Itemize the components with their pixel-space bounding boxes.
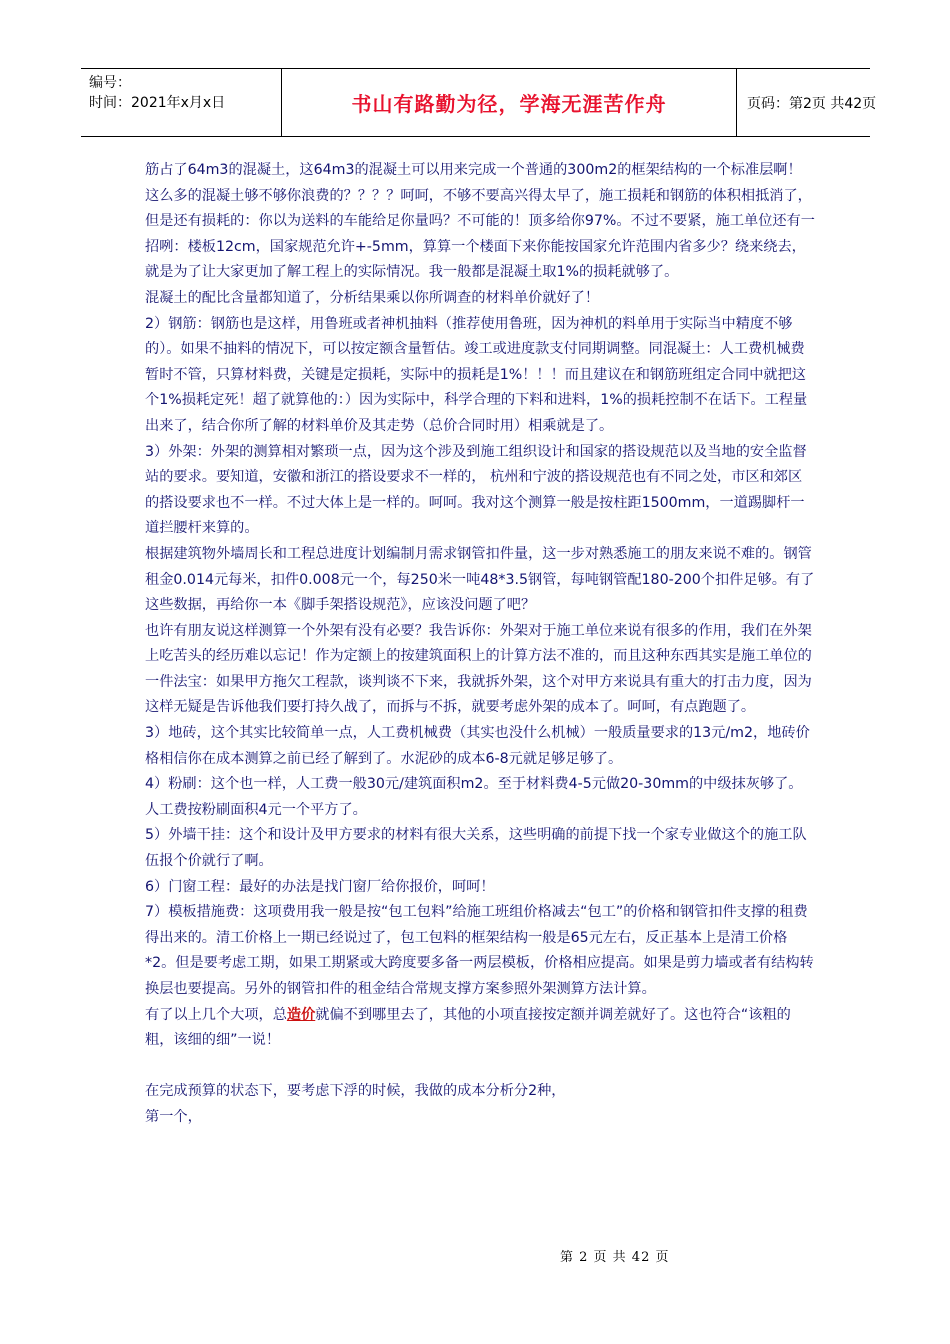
paragraph: 也许有朋友说这样测算一个外架有没有必要？我告诉你：外架对于施工单位来说有很多的作用，我们在外架上吃苦头的经历难以忘记！作为定额上的按建筑面积上的计算方法不准的，而且这种东西其实是施工单位的一件法宝：如果甲方拖欠工程款，谈判谈不下来，我就拆外架，这个对甲方来说具有重大的打击力度，因为这样无疑是告诉他我们要打持久战了，而拆与不拆，就要考虑外架的成本了。呵呵，有点跑题了。 <box>145 622 812 716</box>
document-number-label: 编号： <box>89 75 131 91</box>
header-motto: 书山有路勤为径，学海无涯苦作舟 <box>282 69 737 136</box>
paragraph-curtain-wall: 5）外墙干挂：这个和设计及甲方要求的材料有很大关系，这些明确的前提下找一个家专业做这个的施工队伍报个价就行了啊。 <box>145 827 807 870</box>
paragraph-doors-windows: 6）门窗工程：最好的办法是找门窗厂给你报价，呵呵！ <box>145 878 495 895</box>
paragraph-plaster: 4）粉刷：这个也一样，人工费一般30元/建筑面积m2。至于材料费4-5元做20-30mm的中级抹灰够了。人工费按粉刷面积4元一个平方了。 <box>145 776 803 818</box>
blank-line <box>145 1054 815 1080</box>
summary-text-end: 就偏不到哪里去了，其他的小项直接按定额并调差就好了。这也符合“该粗的粗，该细的细”一说！ <box>145 1006 791 1049</box>
paragraph: 混凝土的配比含量都知道了，分析结果乘以你所调查的材料单价就好了！ <box>145 289 600 306</box>
document-body <box>145 158 815 1131</box>
paragraph-summary <box>145 1003 815 1054</box>
paragraph: 第一个， <box>145 1108 202 1125</box>
paragraph: 在完成预算的状态下，要考虑下浮的时候，我做的成本分析分2种， <box>145 1083 566 1100</box>
header-page-number: 页码：第2页 共42页 <box>747 95 877 112</box>
paragraph: 根据建筑物外墙周长和工程总进度计划编制月需求钢管扣件量，这一步对熟悉施工的朋友来说不难的。钢管租金0.014元每米，扣件0.008元一个，每250米一吨48*3.5钢管，每吨钢管配180-200个扣件足够。有了这些数据，再给你一本《脚手架搭设规范》，应该没问题了吧？ <box>145 545 815 614</box>
paragraph-formwork: 7）模板措施费：这项费用我一般是按“包工包料”给施工班组价格减去“包工”的价格和钢管扣件支撑的租费得出来的。清工价格上一期已经说过了，包工包料的框架结构一般是65元左右，反正基本上是清工价格*2。但是要考虑工期，如果工期紧或大跨度要多备一两层模板，价格相应提高。如果是剪力墙或者有结构转换层也要提高。另外的钢管扣件的租金结合常规支撑方案参照外架测算方法计算。 <box>145 904 814 997</box>
header-meta <box>81 69 282 136</box>
page-footer: 第 2 页 共 42 页 <box>560 1250 670 1265</box>
page-header <box>81 68 877 137</box>
paragraph-scaffold: 3）外架：外架的测算相对繁琐一点，因为这个涉及到施工组织设计和国家的搭设规范以及当地的安全监督站的要求。要知道，安徽和浙江的搭设要求不一样的， 杭州和宁波的搭设规范也有不同之处，市区和郊区的搭设要求也不一样。不过大体上是一样的。呵呵。我对这个测算一般是按柱距1500mm，一道踢脚杆一道拦腰杆来算的。 <box>145 443 807 537</box>
paragraph-floor-tile: 3）地砖，这个其实比较简单一点，人工费机械费（其实也没什么机械）一般质量要求的13元/m2，地砖价格相信你在成本测算之前已经了解到了。水泥砂的成本6-8元就足够足够了。 <box>145 725 810 767</box>
paragraph-rebar: 2）钢筋：钢筋也是这样，用鲁班或者神机抽料（推荐使用鲁班，因为神机的料单用于实际当中精度不够的）。如果不抽料的情况下，可以按定额含量暂估。竣工或进度款支付同期调整。同混凝土：人工费机械费暂时不管，只算材料费，关键是定损耗，实际中的损耗是1%！！！而且建议在和钢筋班组定合同中就把这个1%损耗定死！超了就算他的：）因为实际中，科学合理的下料和进料，1%的损耗控制不在话下。工程量出来了，结合你所了解的材料单价及其走势（总价合同时用）相乘就是了。 <box>145 315 808 434</box>
document-date: 时间：2021年x月x日 <box>89 95 226 111</box>
paragraph: 筋占了64m3的混凝土，这64m3的混凝土可以用来完成一个普通的300m2的框架结构的一个标准层啊！这么多的混凝土够不够你浪费的？？？？呵呵，不够不要高兴得太早了，施工损耗和钢筋的体积相抵消了，但是还有损耗的：你以为送料的车能给足你量吗？不可能的！顶多给你97%。不过不要紧，施工单位还有一招咧：楼板12cm，国家规范允许+-5mm，算算一个楼面下来你能按国家允许范围内省多少？绕来绕去，就是为了让大家更加了解工程上的实际情况。我一般都是混凝土取1%的损耗就够了。 <box>145 162 815 281</box>
cost-link[interactable]: 造价 <box>286 1006 316 1023</box>
summary-text-start: 有了以上几个大项，总 <box>145 1006 287 1023</box>
